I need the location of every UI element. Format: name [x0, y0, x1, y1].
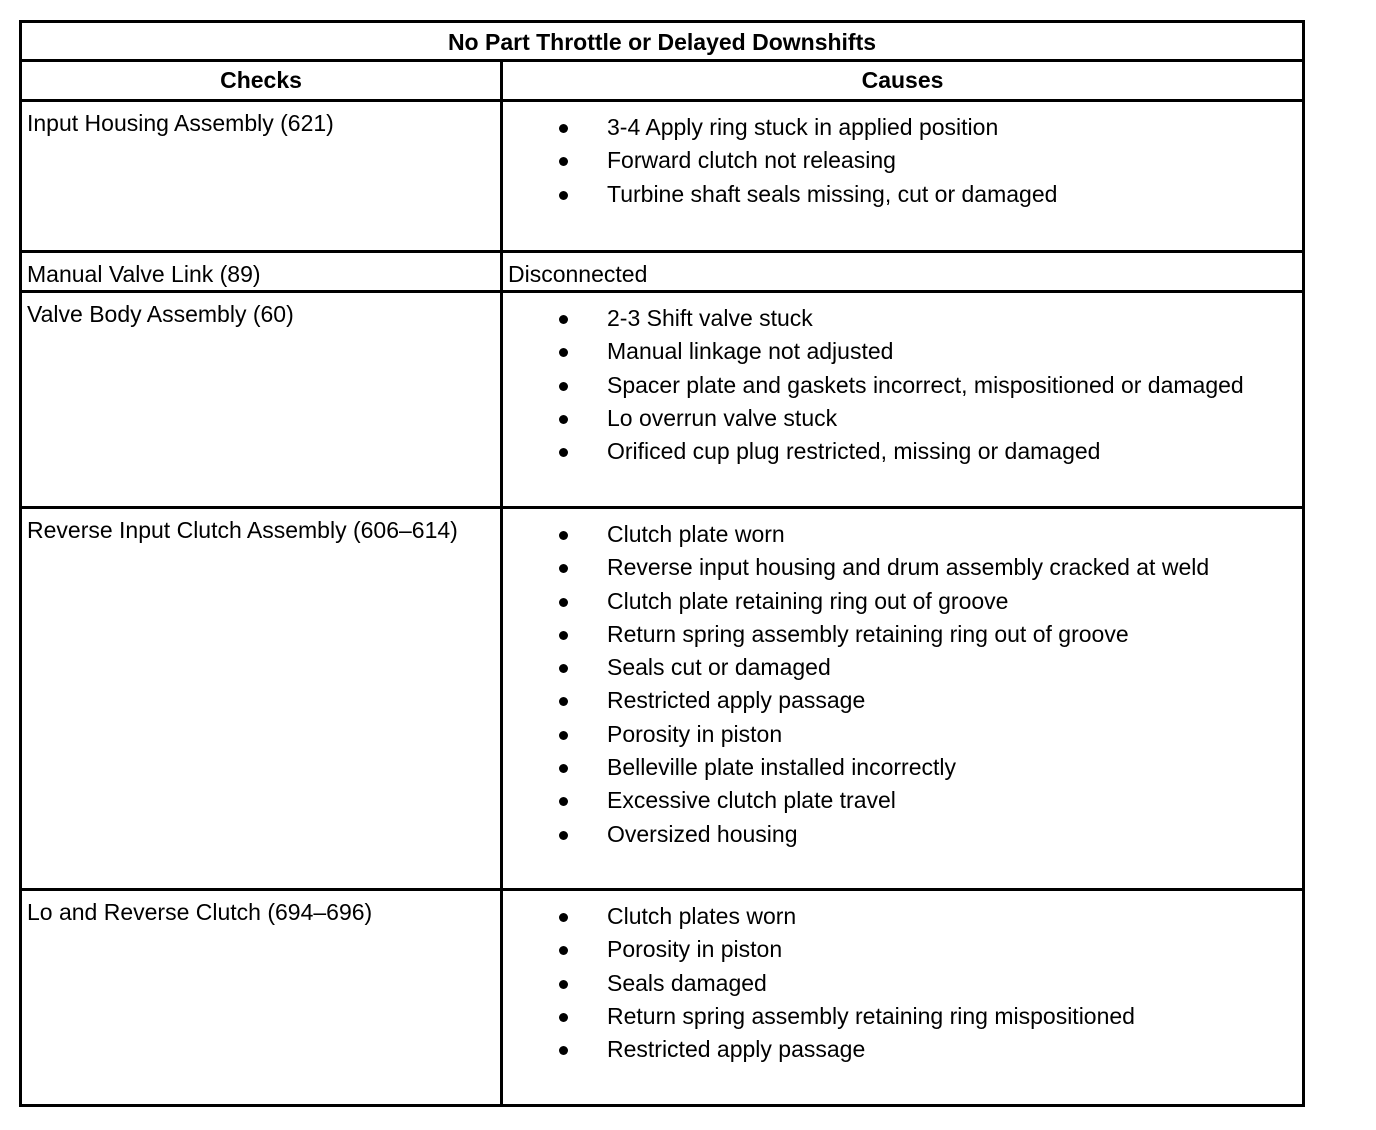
- cause-item: [503, 718, 1302, 751]
- cause-item: [503, 1033, 1302, 1066]
- cause-text: Return spring assembly retaining ring out of groove: [607, 620, 1129, 647]
- cause-item: [503, 111, 1302, 144]
- cause-list: [503, 518, 1302, 851]
- checks-column-header: Checks: [220, 67, 302, 93]
- bullet-icon: [559, 831, 568, 840]
- cause-list: [503, 900, 1302, 1066]
- cause-text: Lo overrun valve stuck: [607, 404, 838, 431]
- cause-item: [503, 651, 1302, 684]
- cause-text: Manual linkage not adjusted: [607, 338, 894, 365]
- check-label: Manual Valve Link (89): [27, 261, 261, 287]
- bullet-icon: [559, 980, 568, 989]
- cause-item: [503, 751, 1302, 784]
- bullet-icon: [559, 448, 568, 457]
- cause-item: [503, 684, 1302, 717]
- check-label: Reverse Input Clutch Assembly (606–614): [27, 517, 458, 543]
- bullet-icon: [559, 124, 568, 133]
- cause-item: [503, 585, 1302, 618]
- bullet-icon: [559, 631, 568, 640]
- cause-text: Clutch plate retaining ring out of groove: [607, 587, 1009, 614]
- cause-text: Spacer plate and gaskets incorrect, mispositioned or damaged: [607, 371, 1244, 398]
- cause-text: Turbine shaft seals missing, cut or damaged: [607, 180, 1058, 207]
- table-row: [22, 509, 1302, 891]
- bullet-icon: [559, 157, 568, 166]
- check-label: Valve Body Assembly (60): [27, 301, 294, 327]
- cause-item: [503, 1000, 1302, 1033]
- check-label: Lo and Reverse Clutch (694–696): [27, 899, 373, 925]
- table-row: [22, 891, 1302, 1104]
- cause-text: Disconnected: [508, 261, 648, 287]
- cause-text: Reverse input housing and drum assembly cracked at weld: [607, 554, 1210, 581]
- bullet-icon: [559, 531, 568, 540]
- bullet-icon: [559, 564, 568, 573]
- cause-item: [503, 369, 1302, 402]
- table-row: [22, 293, 1302, 509]
- bullet-icon: [559, 731, 568, 740]
- cause-item: [503, 933, 1302, 966]
- cause-item: [503, 178, 1302, 211]
- bullet-icon: [559, 946, 568, 955]
- cause-text: Porosity in piston: [607, 936, 783, 963]
- cause-text: Belleville plate installed incorrectly: [607, 754, 956, 781]
- cause-list: [503, 302, 1302, 468]
- cause-text: Excessive clutch plate travel: [607, 787, 896, 814]
- table-title: No Part Throttle or Delayed Downshifts: [22, 23, 1302, 62]
- cause-text: Restricted apply passage: [607, 687, 866, 714]
- cause-text: Return spring assembly retaining ring mispositioned: [607, 1002, 1135, 1029]
- bullet-icon: [559, 697, 568, 706]
- bullet-icon: [559, 348, 568, 357]
- diagnostic-table: [19, 20, 1305, 1107]
- cause-item: [503, 402, 1302, 435]
- check-label: Input Housing Assembly (621): [27, 110, 334, 136]
- bullet-icon: [559, 913, 568, 922]
- bullet-icon: [559, 598, 568, 607]
- table-row: [22, 253, 1302, 293]
- bullet-icon: [559, 664, 568, 673]
- cause-list: [503, 111, 1302, 211]
- bullet-icon: [559, 1013, 568, 1022]
- bullet-icon: [559, 315, 568, 324]
- cause-text: Seals damaged: [607, 969, 767, 996]
- cause-text: Seals cut or damaged: [607, 654, 831, 681]
- cause-text: Oversized housing: [607, 820, 798, 847]
- cause-item: [503, 302, 1302, 335]
- cause-text: Clutch plates worn: [607, 903, 797, 929]
- bullet-icon: [559, 191, 568, 200]
- cause-item: [503, 518, 1302, 551]
- cause-text: Clutch plate worn: [607, 521, 785, 547]
- cause-item: [503, 784, 1302, 817]
- cause-item: [503, 335, 1302, 368]
- bullet-icon: [559, 797, 568, 806]
- cause-item: [503, 818, 1302, 851]
- cause-item: [503, 435, 1302, 468]
- cause-text: Restricted apply passage: [607, 1036, 866, 1063]
- cause-text: Forward clutch not releasing: [607, 147, 896, 174]
- cause-text: 3-4 Apply ring stuck in applied position: [607, 114, 999, 140]
- table-row: [22, 102, 1302, 253]
- cause-item: [503, 900, 1302, 933]
- cause-item: [503, 144, 1302, 177]
- bullet-icon: [559, 415, 568, 424]
- cause-item: [503, 618, 1302, 651]
- cause-text: 2-3 Shift valve stuck: [607, 305, 813, 331]
- cause-item: [503, 967, 1302, 1000]
- bullet-icon: [559, 1046, 568, 1055]
- cause-text: Porosity in piston: [607, 720, 783, 747]
- cause-item: [503, 551, 1302, 584]
- table-header-row: [22, 62, 1302, 102]
- bullet-icon: [559, 764, 568, 773]
- bullet-icon: [559, 382, 568, 391]
- cause-text: Orificed cup plug restricted, missing or damaged: [607, 438, 1101, 465]
- causes-column-header: Causes: [861, 67, 944, 93]
